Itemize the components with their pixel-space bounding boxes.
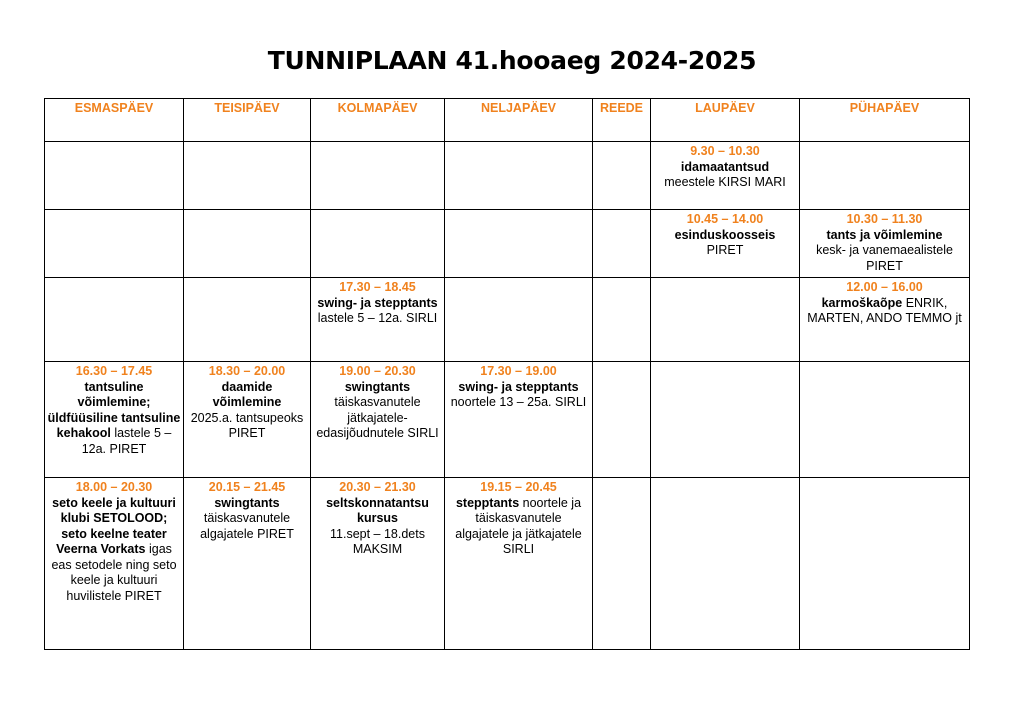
- class-name: swingtants: [214, 495, 280, 510]
- class-time: 20.30 – 21.30: [339, 480, 416, 494]
- table-row: [45, 478, 970, 650]
- empty-cell: [800, 142, 970, 210]
- class-cell: [311, 478, 445, 650]
- class-cell: [445, 478, 593, 650]
- empty-cell: [651, 278, 800, 362]
- class-description: täiskasvanutele algajatele PIRET: [200, 511, 294, 541]
- empty-cell: [800, 362, 970, 478]
- day-header-wednesday: KOLMAPÄEV: [311, 99, 445, 142]
- class-name: swing- ja stepptants: [458, 379, 579, 394]
- day-header-friday: REEDE: [593, 99, 651, 142]
- class-time: 9.30 – 10.30: [690, 144, 760, 158]
- class-time: 12.00 – 16.00: [846, 280, 923, 294]
- empty-cell: [800, 478, 970, 650]
- class-cell: [45, 478, 184, 650]
- class-cell: [800, 278, 970, 362]
- class-description: lastele 5 – 12a. PIRET: [81, 426, 172, 456]
- empty-cell: [593, 278, 651, 362]
- class-cell: [651, 210, 800, 278]
- page-title: TUNNIPLAAN 41.hooaeg 2024-2025: [267, 46, 757, 75]
- class-time: 19.15 – 20.45: [480, 480, 557, 494]
- day-header-thursday: NELJAPÄEV: [445, 99, 593, 142]
- class-description: kesk- ja vanemaealistele PIRET: [816, 243, 953, 273]
- class-description: lastele 5 – 12a. SIRLI: [317, 311, 438, 325]
- class-cell: [445, 362, 593, 478]
- empty-cell: [651, 478, 800, 650]
- class-time: 18.00 – 20.30: [75, 480, 153, 494]
- table-row: [45, 210, 970, 278]
- class-description: ENRIK, MARTEN, ANDO TEMMO jt: [807, 295, 962, 325]
- class-name: idamaatantsud: [680, 159, 770, 174]
- empty-cell: [184, 142, 311, 210]
- class-time: 19.00 – 20.30: [339, 364, 416, 378]
- class-name: tants ja võimlemine: [826, 227, 943, 242]
- empty-cell: [445, 142, 593, 210]
- class-description: meestele KIRSI MARI: [664, 175, 786, 189]
- class-cell: [800, 210, 970, 278]
- class-name: daamide võimlemine: [212, 379, 282, 409]
- empty-cell: [593, 142, 651, 210]
- empty-cell: [184, 210, 311, 278]
- empty-cell: [593, 362, 651, 478]
- empty-cell: [45, 278, 184, 362]
- table-row: [45, 278, 970, 362]
- empty-cell: [45, 210, 184, 278]
- day-header-tuesday: TEISIPÄEV: [184, 99, 311, 142]
- empty-cell: [593, 210, 651, 278]
- empty-cell: [593, 478, 651, 650]
- class-description: noortele ja täiskasvanutele algajatele ja jätkajatele SIRLI: [455, 495, 582, 556]
- empty-cell: [184, 278, 311, 362]
- header-row: [45, 99, 970, 142]
- class-description: 2025.a. tantsupeoks PIRET: [190, 410, 304, 440]
- class-time: 17.30 – 19.00: [480, 364, 557, 378]
- class-cell: [45, 362, 184, 478]
- class-description: igas eas setodele ning seto keele ja kultuuri huvilistele PIRET: [51, 542, 177, 603]
- day-header-sunday: PÜHAPÄEV: [800, 99, 970, 142]
- class-cell: [184, 362, 311, 478]
- class-cell: [311, 362, 445, 478]
- table-row: [45, 362, 970, 478]
- empty-cell: [45, 142, 184, 210]
- class-time: 10.45 – 14.00: [686, 212, 764, 226]
- empty-cell: [445, 278, 593, 362]
- class-time: 16.30 – 17.45: [75, 364, 153, 378]
- day-header-saturday: LAUPÄEV: [651, 99, 800, 142]
- empty-cell: [311, 210, 445, 278]
- class-cell: [184, 478, 311, 650]
- class-cell: [311, 278, 445, 362]
- class-name: seto keele ja kultuuri klubi SETOLOOD; seto keelne teater Veerna Vorkats: [52, 495, 176, 556]
- empty-cell: [445, 210, 593, 278]
- empty-cell: [311, 142, 445, 210]
- class-name: seltskonnatantsu kursus: [326, 495, 429, 525]
- class-name: swingtants: [344, 379, 411, 394]
- schedule-table: [44, 98, 970, 650]
- class-name: stepptants: [455, 495, 520, 510]
- class-cell: [651, 142, 800, 210]
- class-time: 17.30 – 18.45: [339, 280, 416, 294]
- class-name: karmoškaõpe: [821, 295, 903, 310]
- class-name: swing- ja stepptants: [317, 295, 438, 310]
- class-name: esinduskoosseis: [674, 227, 776, 242]
- class-description: 11.sept – 18.dets MAKSIM: [330, 526, 425, 556]
- day-header-monday: ESMASPÄEV: [45, 99, 184, 142]
- class-time: 18.30 – 20.00: [208, 364, 286, 378]
- class-name: tantsuline võimlemine; üldfüüsiline tantsuline kehakool: [47, 379, 181, 440]
- class-description: täiskasvanutele jätkajatele-edasijõudnutele SIRLI: [316, 395, 439, 440]
- class-description: PIRET: [706, 243, 744, 257]
- table-row: [45, 142, 970, 210]
- class-time: 20.15 – 21.45: [208, 480, 286, 494]
- class-description: noortele 13 – 25a. SIRLI: [450, 395, 587, 409]
- class-time: 10.30 – 11.30: [846, 212, 923, 226]
- empty-cell: [651, 362, 800, 478]
